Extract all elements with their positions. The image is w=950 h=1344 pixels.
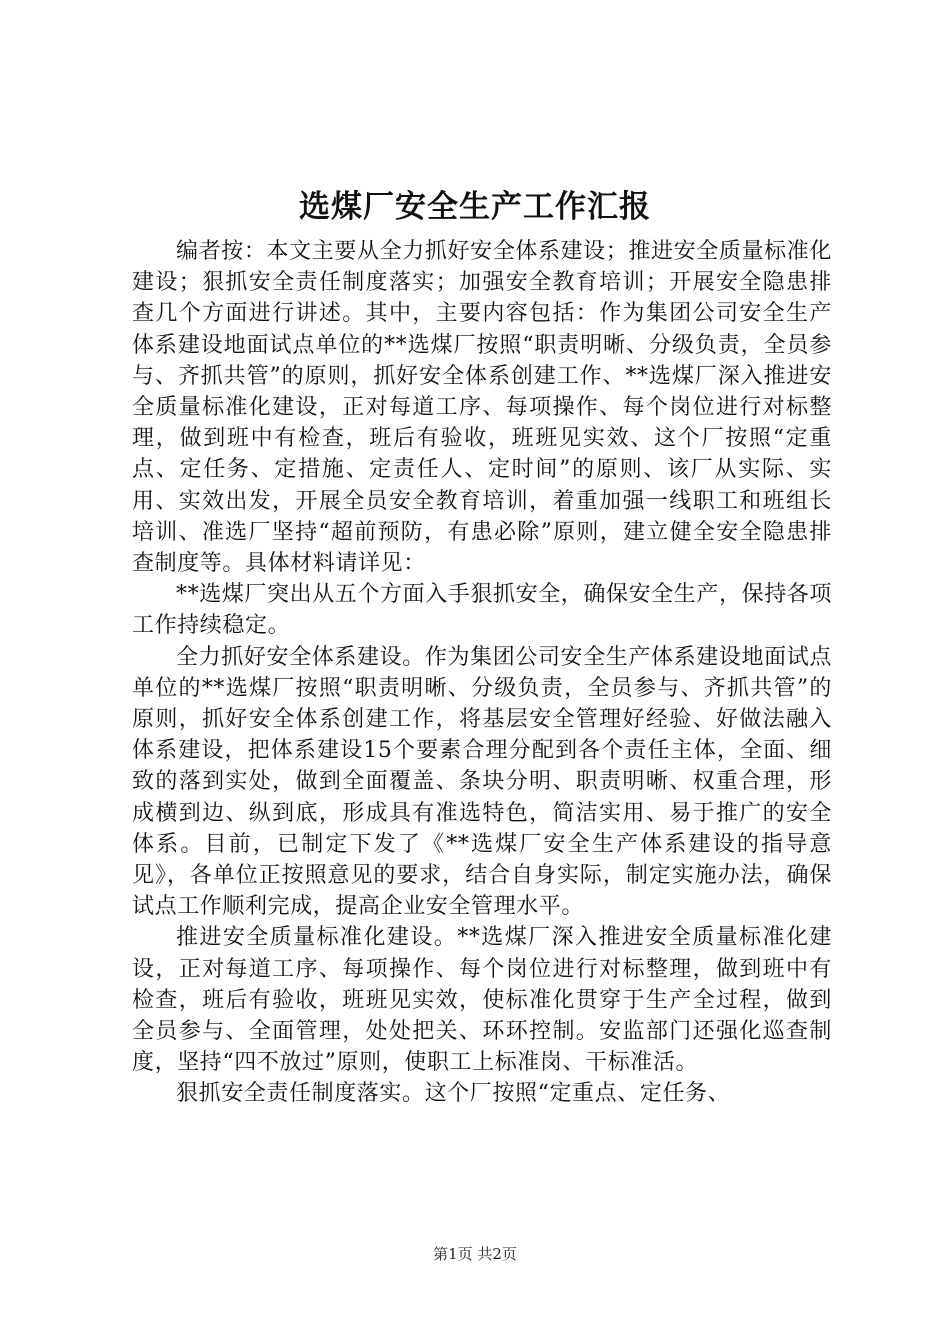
paragraph-editor-note: 编者按：本文主要从全力抓好安全体系建设；推进安全质量标准化建设；狠抓安全责任制度落实；加强安全教育培训；开展安全隐患排查几个方面进行讲述。其中，主要内容包括：作为集团公司安全生产体系建设地面试点单位的**选煤厂按照“职责明晰、分级负责，全员参与、齐抓共管”的原则，抓好安全体系创建工作、**选煤厂深入推进安全质量标准化建设，正对每道工序、每项操作、每个岗位进行对标整理，做到班中有检查，班后有验收，班班见实效、这个厂按照“定重点、定任务、定措施、定责任人、定时间”的原则、该厂从实际、实用、实效出发，开展全员安全教育培训，着重加强一线职工和班组长培训、准选厂坚持“超前预防，有患必除”原则，建立健全安全隐患排查制度等。具体材料请详见： — [132, 239, 832, 577]
paragraph-safety-system: 全力抓好安全体系建设。作为集团公司安全生产体系建设地面试点单位的**选煤厂按照“职责明晰、分级负责，全员参与、齐抓共管”的原则，抓好安全体系创建工作，将基层安全管理好经验、好做法融入体系建设，把体系建设15个要素合理分配到各个责任主体，全面、细致的落到实处，做到全面覆盖、条块分明、职责明晰、权重合理，形成横到边、纵到底，形成具有准选特色，简洁实用、易于推广的安全体系。目前，已制定下发了《**选煤厂安全生产体系建设的指导意见》，各单位正按照意见的要求，结合自身实际，制定实施办法，确保试点工作顺利完成，提高企业安全管理水平。 — [132, 644, 832, 920]
page-footer — [0, 1244, 950, 1264]
paragraph-responsibility: 狠抓安全责任制度落实。这个厂按照“定重点、定任务、 — [176, 1081, 731, 1107]
paragraph-quality-standardization: 推进安全质量标准化建设。**选煤厂深入推进安全质量标准化建设，正对每道工序、每项操作、每个岗位进行对标整理，做到班中有检查，班后有验收，班班见实效，使标准化贯穿于生产全过程，做到全员参与、全面管理，处处把关、环环控制。安监部门还强化巡查制度，坚持“四不放过”原则，使职工上标准岗、干标准活。 — [132, 925, 832, 1076]
paragraph-intro: **选煤厂突出从五个方面入手狠抓安全，确保安全生产，保持各项工作持续稳定。 — [132, 582, 833, 639]
page-indicator: 第1页 共2页 — [433, 1245, 517, 1263]
document-body — [132, 236, 832, 1110]
document-title: 选煤厂安全生产工作汇报 — [299, 189, 651, 225]
